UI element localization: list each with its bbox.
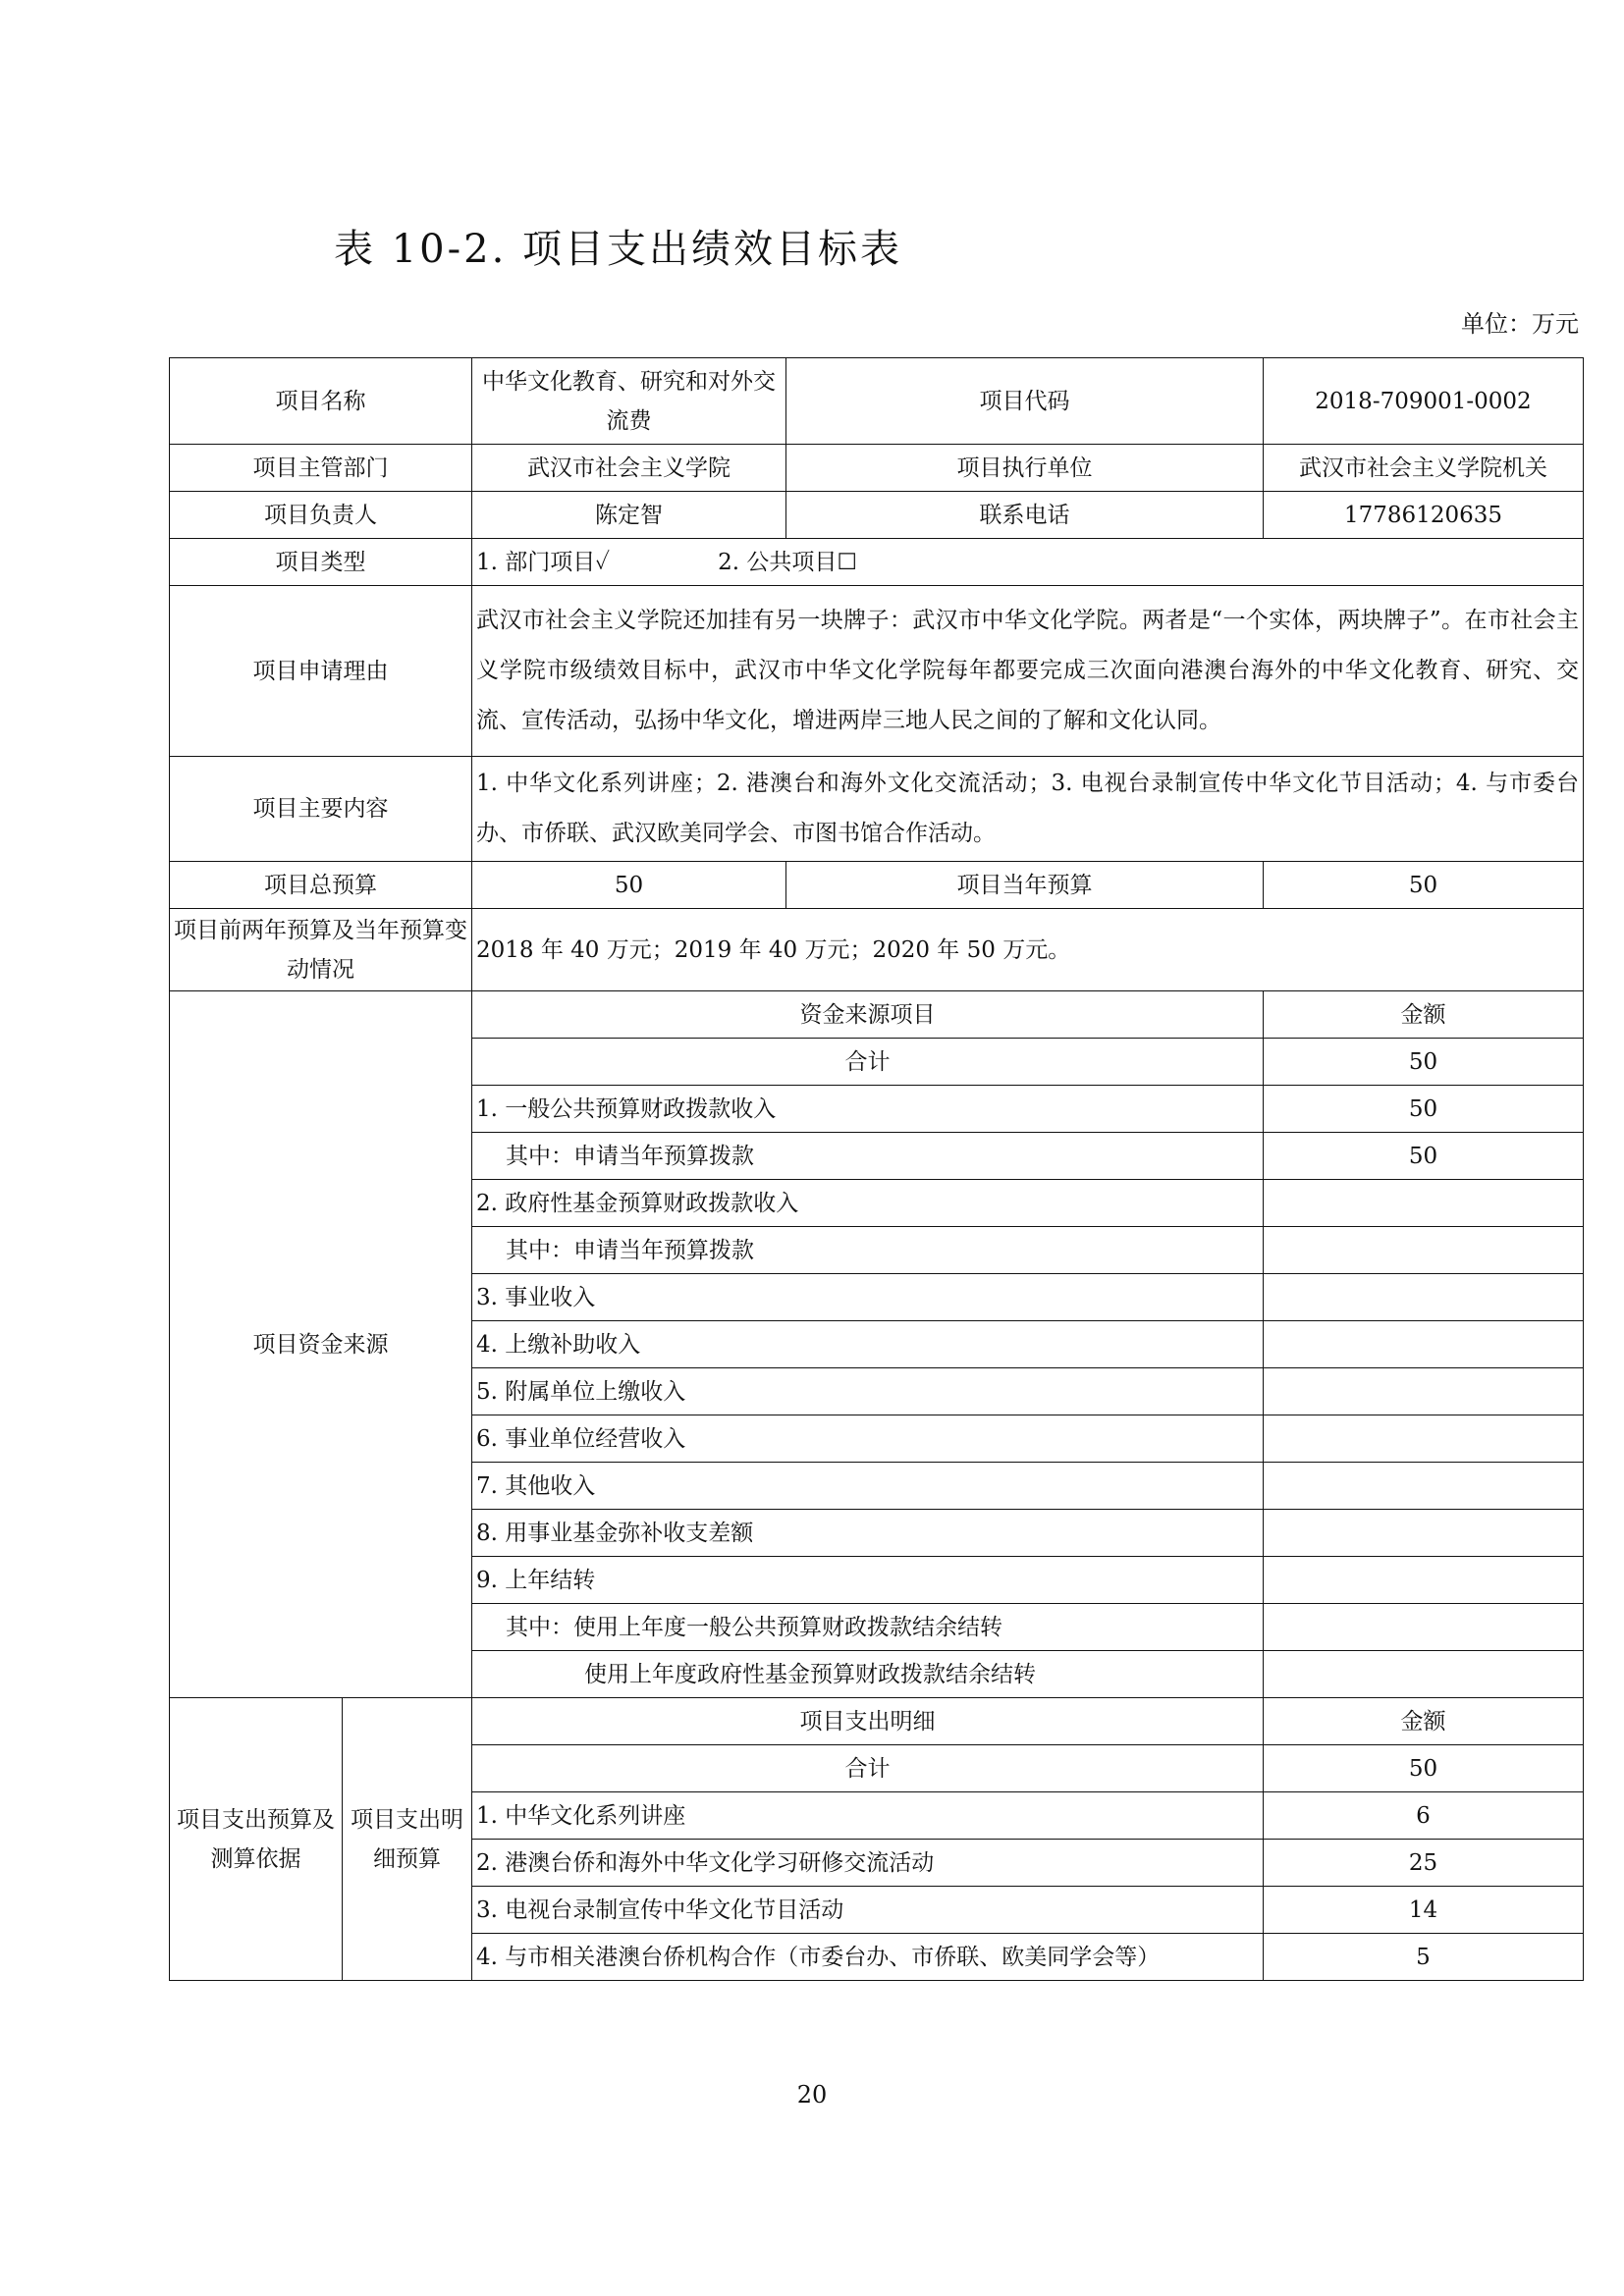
reason-value: 武汉市社会主义学院还加挂有另一块牌子：武汉市中华文化学院。两者是“一个实体，两块牌子”。在市社会主义学院市级绩效目标中，武汉市中华文化学院每年都要完成三次面向港澳台海外的中华文化教育、研究、交流、宣传活动，弘扬中华文化，增进两岸三地人民之间的了解和文化认同。 xyxy=(472,586,1584,757)
expense-item-amount: 6 xyxy=(1264,1792,1584,1840)
history-label: 项目前两年预算及当年预算变动情况 xyxy=(170,909,472,991)
table-row xyxy=(170,445,1584,492)
performance-table xyxy=(169,357,1584,1981)
expense-item-name: 1. 中华文化系列讲座 xyxy=(472,1792,1264,1840)
unit-label: 单位：万元 xyxy=(1461,310,1579,338)
phone-label: 联系电话 xyxy=(786,492,1264,539)
funding-item-amount: 50 xyxy=(1264,1039,1584,1086)
expense-header-amount: 金额 xyxy=(1264,1698,1584,1745)
funding-item-name: 1. 一般公共预算财政拨款收入 xyxy=(472,1086,1264,1133)
funding-item-name: 其中：使用上年度一般公共预算财政拨款结余结转 xyxy=(472,1604,1264,1651)
exec-value: 武汉市社会主义学院机关 xyxy=(1264,445,1584,492)
type-option-department: 1. 部门项目✓ xyxy=(476,549,611,575)
content-value: 1. 中华文化系列讲座；2. 港澳台和海外文化交流活动；3. 电视台录制宣传中华文化节目活动；4. 与市委台办、市侨联、武汉欧美同学会、市图书馆合作活动。 xyxy=(472,757,1584,862)
funding-item-name: 6. 事业单位经营收入 xyxy=(472,1415,1264,1463)
funding-item-amount: 50 xyxy=(1264,1086,1584,1133)
table-row xyxy=(170,358,1584,445)
year-value: 50 xyxy=(1264,862,1584,909)
funding-label: 项目资金来源 xyxy=(170,991,472,1698)
funding-header-item: 资金来源项目 xyxy=(472,991,1264,1039)
funding-item-name: 9. 上年结转 xyxy=(472,1557,1264,1604)
expense-item-name: 3. 电视台录制宣传中华文化节目活动 xyxy=(472,1887,1264,1934)
dept-value: 武汉市社会主义学院 xyxy=(472,445,786,492)
type-value xyxy=(472,539,1584,586)
code-label: 项目代码 xyxy=(786,358,1264,445)
expense-item-amount: 50 xyxy=(1264,1745,1584,1792)
total-label: 项目总预算 xyxy=(170,862,472,909)
table-row xyxy=(170,539,1584,586)
expense-label: 项目支出预算及测算依据 xyxy=(170,1698,343,1981)
funding-row xyxy=(170,991,1584,1039)
name-label: 项目名称 xyxy=(170,358,472,445)
expense-item-amount: 14 xyxy=(1264,1887,1584,1934)
expense-item-amount: 25 xyxy=(1264,1840,1584,1887)
funding-item-name: 8. 用事业基金弥补收支差额 xyxy=(472,1510,1264,1557)
funding-item-name: 4. 上缴补助收入 xyxy=(472,1321,1264,1368)
history-value: 2018 年 40 万元；2019 年 40 万元；2020 年 50 万元。 xyxy=(472,909,1584,991)
funding-item-name: 3. 事业收入 xyxy=(472,1274,1264,1321)
funding-item-amount xyxy=(1264,1180,1584,1227)
funding-item-amount xyxy=(1264,1415,1584,1463)
expense-item-name: 4. 与市相关港澳台侨机构合作（市委台办、市侨联、欧美同学会等） xyxy=(472,1934,1264,1981)
year-label: 项目当年预算 xyxy=(786,862,1264,909)
exec-label: 项目执行单位 xyxy=(786,445,1264,492)
funding-item-amount xyxy=(1264,1557,1584,1604)
name-value: 中华文化教育、研究和对外交流费 xyxy=(472,358,786,445)
table-row xyxy=(170,862,1584,909)
reason-label: 项目申请理由 xyxy=(170,586,472,757)
type-label: 项目类型 xyxy=(170,539,472,586)
page-title: 表 10-2. 项目支出绩效目标表 xyxy=(334,227,903,272)
phone-value: 17786120635 xyxy=(1264,492,1584,539)
type-option-public: 2. 公共项目☐ xyxy=(718,549,857,575)
funding-item-name: 2. 政府性基金预算财政拨款收入 xyxy=(472,1180,1264,1227)
total-value: 50 xyxy=(472,862,786,909)
funding-item-amount xyxy=(1264,1463,1584,1510)
funding-item-amount: 50 xyxy=(1264,1133,1584,1180)
page-number: 20 xyxy=(796,2081,828,2109)
owner-label: 项目负责人 xyxy=(170,492,472,539)
content-label: 项目主要内容 xyxy=(170,757,472,862)
table-row xyxy=(170,586,1584,757)
funding-item-name: 其中：申请当年预算拨款 xyxy=(472,1227,1264,1274)
owner-value: 陈定智 xyxy=(472,492,786,539)
funding-item-amount xyxy=(1264,1274,1584,1321)
funding-item-amount xyxy=(1264,1510,1584,1557)
table-row xyxy=(170,909,1584,991)
funding-item-amount xyxy=(1264,1604,1584,1651)
funding-item-amount xyxy=(1264,1227,1584,1274)
expense-header-item: 项目支出明细 xyxy=(472,1698,1264,1745)
code-value: 2018-709001-0002 xyxy=(1264,358,1584,445)
funding-item-amount xyxy=(1264,1651,1584,1698)
funding-item-name: 合计 xyxy=(472,1039,1264,1086)
expense-sub-label: 项目支出明细预算 xyxy=(343,1698,472,1981)
funding-item-name: 7. 其他收入 xyxy=(472,1463,1264,1510)
expense-item-amount: 5 xyxy=(1264,1934,1584,1981)
expense-item-name: 2. 港澳台侨和海外中华文化学习研修交流活动 xyxy=(472,1840,1264,1887)
funding-item-name: 其中：申请当年预算拨款 xyxy=(472,1133,1264,1180)
funding-item-amount xyxy=(1264,1368,1584,1415)
funding-item-name: 5. 附属单位上缴收入 xyxy=(472,1368,1264,1415)
table-row xyxy=(170,757,1584,862)
expense-item-name: 合计 xyxy=(472,1745,1264,1792)
expense-row xyxy=(170,1698,1584,1745)
funding-item-amount xyxy=(1264,1321,1584,1368)
table-row xyxy=(170,492,1584,539)
funding-item-name: 使用上年度政府性基金预算财政拨款结余结转 xyxy=(472,1651,1264,1698)
funding-header-amount: 金额 xyxy=(1264,991,1584,1039)
dept-label: 项目主管部门 xyxy=(170,445,472,492)
